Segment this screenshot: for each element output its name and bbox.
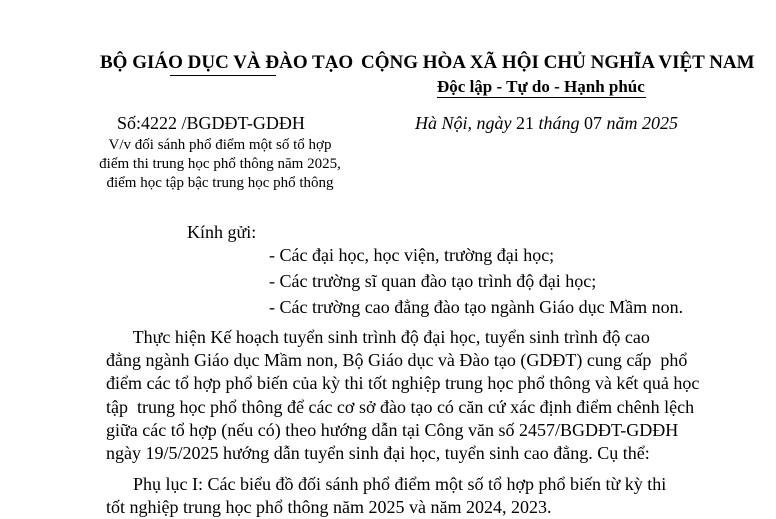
greeting: Kính gửi:	[187, 222, 257, 242]
year-label: năm 2025	[606, 113, 679, 133]
subject-line: điểm thi trung học phổ thông năm 2025,	[99, 156, 341, 172]
body-paragraph-appendix	[106, 473, 720, 519]
date-month: 07	[584, 113, 603, 133]
month-label: tháng	[538, 113, 580, 133]
subject-line: điểm học tập bậc trung học phổ thông	[106, 175, 334, 191]
ministry-underline	[170, 75, 276, 76]
paragraph-line: tốt nghiệp trung học phổ thông năm 2025 và năm 2024, 2023.	[106, 497, 552, 518]
paragraph-line: Phụ lục I: Các biểu đồ đối sánh phổ điểm một số tổ hợp phổ biến từ kỳ thi	[106, 474, 667, 494]
national-title: CỘNG HÒA XÃ HỘI CHỦ NGHĨA VIỆT NAM	[361, 52, 755, 73]
body-paragraph	[106, 326, 720, 465]
motto-underline	[437, 97, 646, 98]
place-date	[415, 113, 678, 134]
paragraph-line: ngày 19/5/2025 hướng dẫn tuyển sinh đại học, tuyển sinh cao đẳng. Cụ thể:	[106, 443, 650, 464]
place-label: Hà Nội, ngày	[415, 113, 512, 133]
paragraph-line: tập trung học phổ thông để các cơ sở đào tạo có căn cứ xác định điểm chênh lệch	[106, 396, 695, 417]
subject-line: V/v đối sánh phổ điểm một số tổ hợp	[108, 137, 332, 153]
recipient-item: - Các trường sĩ quan đào tạo trình độ đại học;	[269, 271, 597, 291]
document-number: Số:4222 /BGDĐT-GDĐH	[117, 113, 305, 133]
recipient-item: - Các trường cao đẳng đào tạo ngành Giáo dục Mầm non.	[269, 297, 684, 317]
paragraph-line: điểm các tổ hợp phổ biến của kỳ thi tốt nghiệp trung học phổ thông và kết quả học	[106, 373, 700, 394]
date-day: 21	[516, 113, 534, 133]
paragraph-line: đẳng ngành Giáo dục Mầm non, Bộ Giáo dục và Đào tạo (GDĐT) cung cấp phổ	[106, 350, 688, 371]
ministry-name: BỘ GIÁO DỤC VÀ ĐÀO TẠO	[100, 52, 354, 73]
document-subject	[90, 136, 350, 193]
paragraph-line: Thực hiện Kế hoạch tuyển sinh trình độ đại học, tuyển sinh trình độ cao	[106, 327, 650, 347]
national-motto: Độc lập - Tự do - Hạnh phúc	[437, 77, 645, 96]
paragraph-line: giữa các tổ hợp (nếu có) theo hướng dẫn tại Công văn số 2457/BGDĐT-GDĐH	[106, 419, 679, 440]
recipient-list	[269, 242, 683, 320]
recipient-item: - Các đại học, học viện, trường đại học;	[269, 245, 555, 265]
